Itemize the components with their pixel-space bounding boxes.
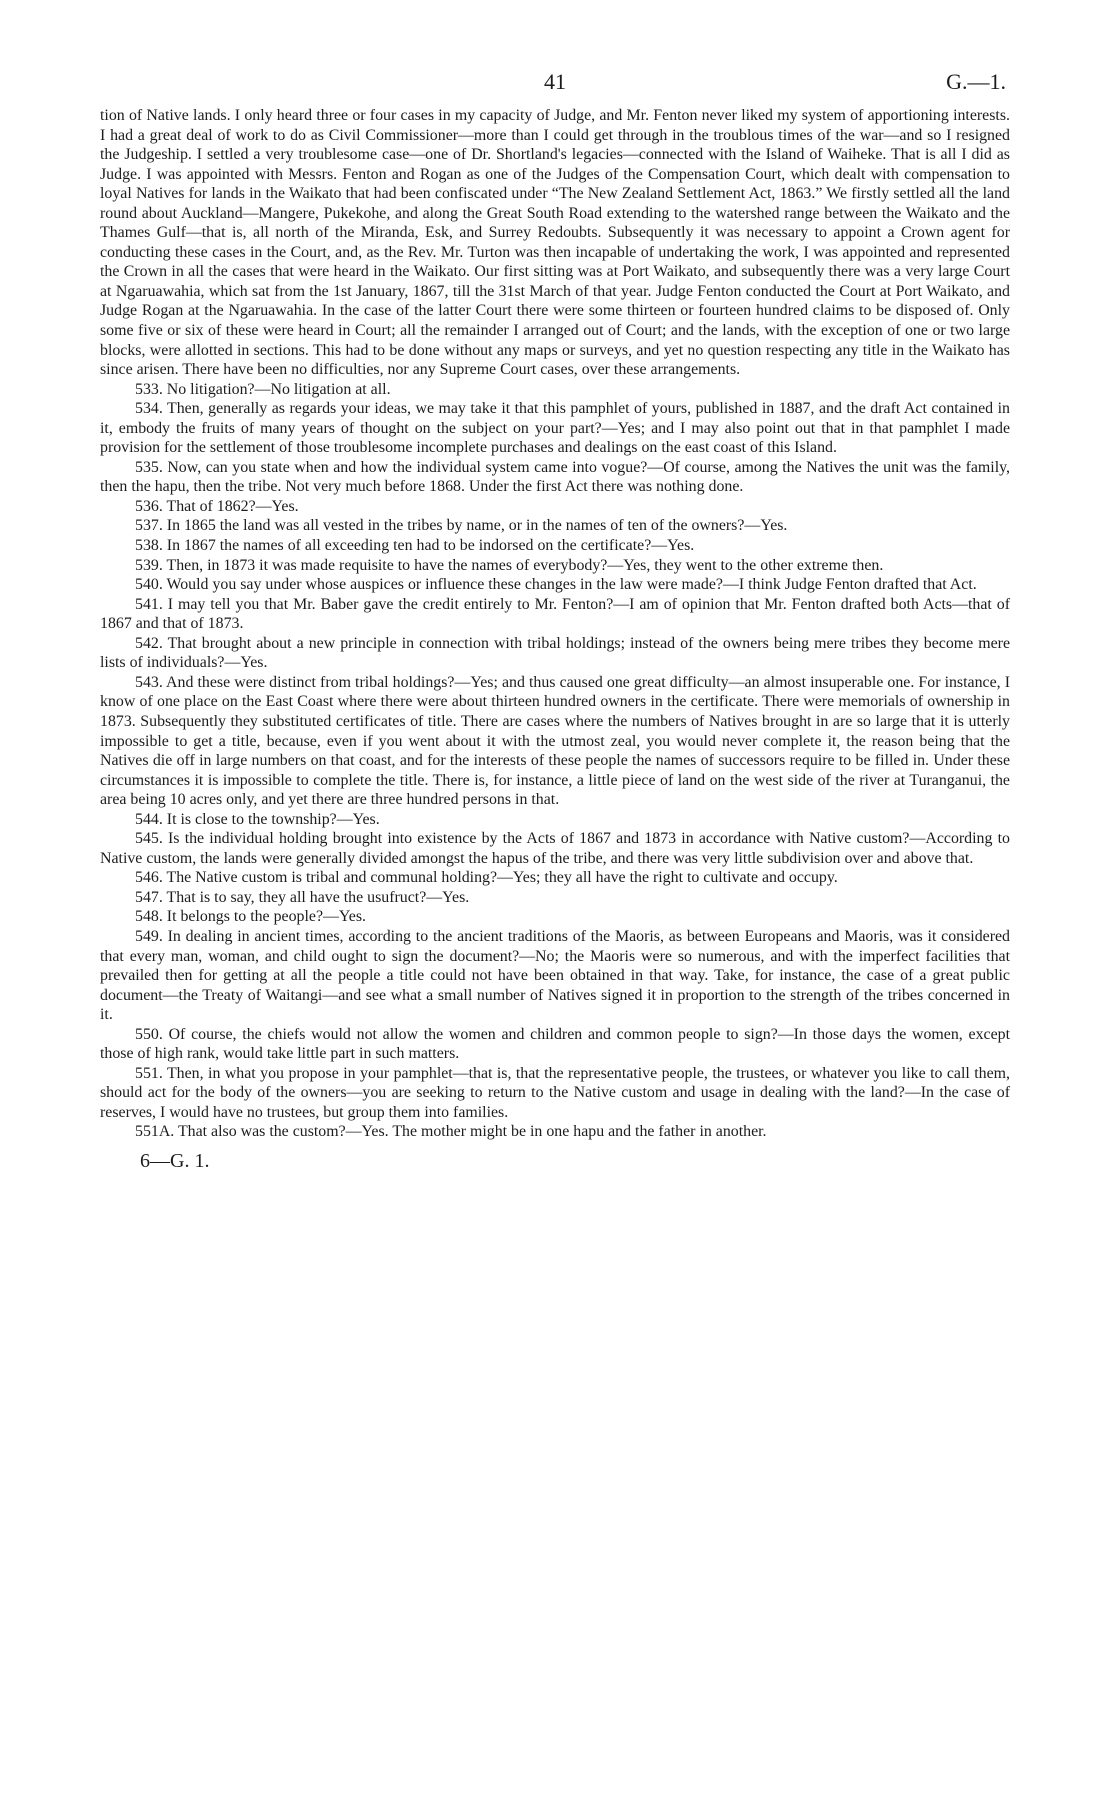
page-header	[100, 66, 1010, 106]
question-542: 542. That brought about a new principle in connection with tribal holdings; instead of the owners being mere tribes they become mere lists of individuals?—Yes.	[100, 634, 1010, 672]
question-550: 550. Of course, the chiefs would not allow the women and children and common people to sign?—In those days the women, except those of high rank, would take little part in such matters.	[100, 1025, 1010, 1063]
question-539: 539. Then, in 1873 it was made requisite to have the names of everybody?—Yes, they went to the other extreme then.	[135, 556, 884, 574]
paragraph-continuation: tion of Native lands. I only heard three or four cases in my capacity of Judge, and Mr. Fenton never liked my system of apportioning interests. I had a great deal of work to do as Civil Commissioner—more than I could get through in the troublous times of the war—and so I resigned the Judgeship. I settled a very troublesome case—one of Dr. Shortland's legacies—connected with the Island of Waiheke. That is all I did as Judge. I was appointed with Messrs. Fenton and Rogan as one of the Judges of the Compensation Court, which dealt with compensation to loyal Natives for lands in the Waikato that had been confiscated under “The New Zealand Settlement Act, 1863.” We firstly settled all the land round about Auckland—Mangere, Pukekohe, and along the Great South Road extending to the watershed range between the Waikato and the Thames Gulf—that is, all north of the Miranda, Esk, and Surrey Redoubts. Subsequently it was necessary to appoint a Crown agent for conducting these cases in the Court, and, as the Rev. Mr. Turton was then incapable of undertaking the work, I was appointed and represented the Crown in all the cases that were heard in the Waikato. Our first sitting was at Port Waikato, and subsequently there was a very large Court at Ngaruawahia, which sat from the 1st January, 1867, till the 31st March of that year. Judge Fenton conducted the Court at Port Waikato, and Judge Rogan at the Ngaruawahia. In the case of the latter Court there were some thirteen or fourteen hundred claims to be disposed of. Only some five or six of these were heard in Court; all the remainder I arranged out of Court; and the lands, with the exception of one or two large blocks, were allotted in sections. This had to be done without any maps or surveys, and yet no question respecting any title in the Waikato has since arisen. There have been no difficulties, nor any Supreme Court cases, over these arrangements.	[100, 107, 1010, 379]
question-537: 537. In 1865 the land was all vested in the tribes by name, or in the names of ten of the owners?—Yes.	[135, 517, 788, 535]
question-535: 535. Now, can you state when and how the individual system came into vogue?—Of course, among the Natives the unit was the family, then the hapu, then the tribe. Not very much before 1868. Under the first Act there was nothing done.	[100, 458, 1010, 496]
question-536: 536. That of 1862?—Yes.	[135, 497, 299, 515]
question-545: 545. Is the individual holding brought into existence by the Acts of 1867 and 1873 in accordance with Native custom?—According to Native custom, the lands were generally divided amongst the hapus of the tribe, and there was very little subdivision over and above that.	[100, 830, 1010, 867]
question-538: 538. In 1867 the names of all exceeding ten had to be indorsed on the certificate?—Yes.	[135, 537, 695, 555]
question-548: 548. It belongs to the people?—Yes.	[135, 908, 366, 926]
page-number: 41	[544, 69, 566, 94]
question-546: 546. The Native custom is tribal and communal holding?—Yes; they all have the right to cultivate and occupy.	[135, 869, 838, 887]
question-549: 549. In dealing in ancient times, according to the ancient traditions of the Maoris, as between Europeans and Maoris, was it considered that every man, woman, and child ought to sign the document?—No; the Maoris were so numerous, and with the imperfect facilities that prevailed then for getting at all the people a title could not have been obtained in that way. Take, for instance, the case of a great public document—the Treaty of Waitangi—and see what a small number of Natives signed it in proportion to the strength of the tribes concerned in it.	[100, 927, 1010, 1024]
question-551: 551. Then, in what you propose in your pamphlet—that is, that the representative people, the trustees, or whatever you like to call them, should act for the body of the owners—you are seeking to return to the Native custom and usage in dealing with the land?—In the case of reserves, I would have no trustees, but group them into families.	[100, 1064, 1010, 1121]
document-body	[100, 106, 1010, 1142]
question-541: 541. I may tell you that Mr. Baber gave the credit entirely to Mr. Fenton?—I am of opinion that Mr. Fenton drafted both Acts—that of 1867 and that of 1873.	[100, 595, 1010, 633]
question-534: 534. Then, generally as regards your ideas, we may take it that this pamphlet of yours, published in 1887, and the draft Act contained in it, embody the fruits of many years of thought on the subject on your part?—Yes; and I may also point out that in that pamphlet I made provision for the settlement of those troublesome incomplete purchases and dealings on the east coast of this Island.	[100, 400, 1010, 457]
signature-mark: 6—G. 1.	[140, 1149, 210, 1172]
question-533: 533. No litigation?—No litigation at all.	[135, 380, 391, 398]
question-543: 543. And these were distinct from tribal holdings?—Yes; and thus caused one great difficulty—an almost insuperable one. For instance, I know of one place on the East Coast where there were about thirteen hundred owners in the certificate. There were memorials of ownership in 1873. Subsequently they substituted certificates of title. There are cases where the numbers of Natives brought in are so large that it is utterly impossible to get a title, because, even if you went about it with the utmost zeal, you would never complete it, the reason being that the Natives die off in large numbers on that coast, and for the interests of these people the names of successors require to be filled in. Under these circumstances it is impossible to complete the title. There is, for instance, a little piece of land on the west side of the river at Turanganui, the area being 10 acres only, and yet there are three hundred persons in that.	[100, 673, 1010, 809]
series-mark: G.—1.	[946, 69, 1006, 94]
question-551a: 551A. That also was the custom?—Yes. The mother might be in one hapu and the father in another.	[135, 1123, 767, 1141]
question-544: 544. It is close to the township?—Yes.	[135, 810, 380, 828]
question-540: 540. Would you say under whose auspices or influence these changes in the law were made?—I think Judge Fenton drafted that Act.	[135, 576, 977, 594]
question-547: 547. That is to say, they all have the usufruct?—Yes.	[135, 888, 470, 906]
